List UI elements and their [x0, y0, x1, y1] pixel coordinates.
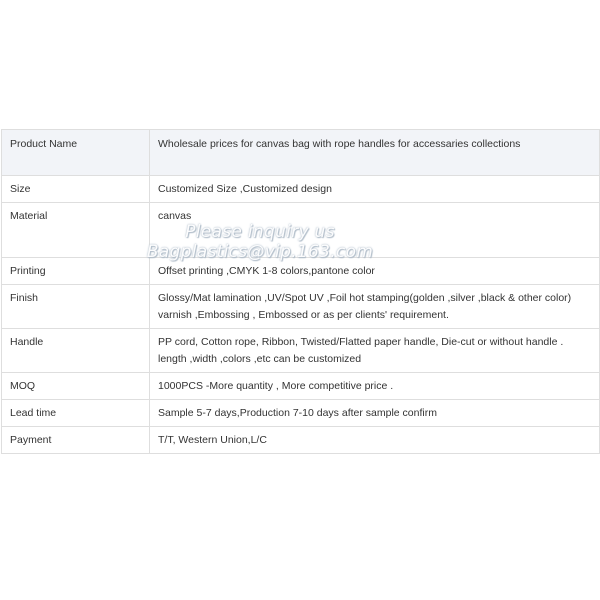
table-row — [2, 373, 600, 400]
row-value: Wholesale prices for canvas bag with rope handles for accessaries collections — [150, 130, 600, 176]
row-label: Printing — [2, 258, 150, 285]
table-row — [2, 258, 600, 285]
table-row — [2, 400, 600, 427]
row-value: canvas — [150, 203, 600, 258]
row-label: MOQ — [2, 373, 150, 400]
row-label: Finish — [2, 285, 150, 329]
row-value: Customized Size ,Customized design — [150, 176, 600, 203]
row-value: Sample 5-7 days,Production 7-10 days after sample confirm — [150, 400, 600, 427]
table-row — [2, 285, 600, 329]
row-value: Offset printing ,CMYK 1-8 colors,pantone color — [150, 258, 600, 285]
product-spec-table — [1, 129, 600, 454]
table-row — [2, 176, 600, 203]
row-value: T/T, Western Union,L/C — [150, 427, 600, 454]
row-label: Lead time — [2, 400, 150, 427]
row-value: PP cord, Cotton rope, Ribbon, Twisted/Flatted paper handle, Die-cut or without handle . length ,width ,colors ,etc can be customized — [150, 329, 600, 373]
table-row — [2, 203, 600, 258]
table-row — [2, 427, 600, 454]
row-value: 1000PCS -More quantity , More competitive price . — [150, 373, 600, 400]
row-label: Handle — [2, 329, 150, 373]
watermark-line: Bagplastics@vip.163.com — [146, 242, 374, 262]
row-label: Product Name — [2, 130, 150, 176]
watermark-line: Please inquiry us — [185, 222, 335, 242]
row-label: Material — [2, 203, 150, 258]
row-label: Payment — [2, 427, 150, 454]
table-row — [2, 329, 600, 373]
table-row — [2, 130, 600, 176]
row-value: Glossy/Mat lamination ,UV/Spot UV ,Foil hot stamping(golden ,silver ,black & other color) varnish ,Embossing , Embossed or as per clients' requirement. — [150, 285, 600, 329]
row-label: Size — [2, 176, 150, 203]
